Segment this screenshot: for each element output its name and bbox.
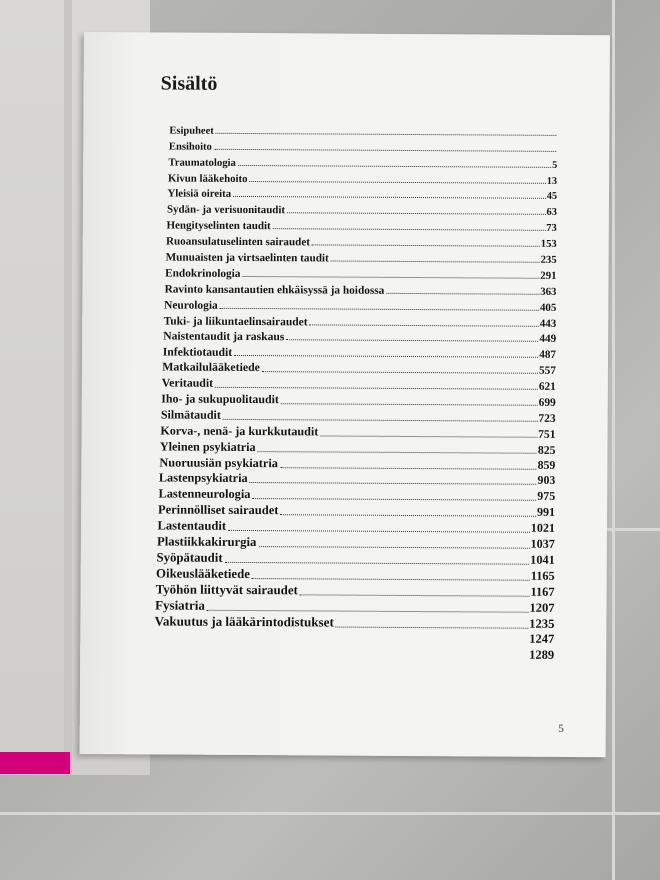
- toc-leader-dots: [310, 324, 539, 326]
- toc-entry-page: 153: [540, 238, 557, 251]
- toc-entry-page: 723: [538, 412, 556, 425]
- toc-entry-page: 859: [537, 457, 556, 472]
- toc-entry-label: Endokrinologia: [165, 267, 241, 280]
- toc-entry-page: 13: [546, 175, 558, 187]
- toc-entry-page: 1165: [530, 568, 555, 583]
- toc-entry-page: 487: [539, 349, 557, 362]
- toc-entry-page: 1037: [530, 536, 555, 551]
- toc-entry-page: 825: [537, 443, 556, 457]
- toc-entry-label: Silmätaudit: [160, 407, 221, 422]
- toc-leader-dots: [249, 181, 545, 184]
- toc-entry-label: Hengityselinten taudit: [166, 219, 271, 233]
- toc-leader-dots: [215, 387, 538, 390]
- toc-entry: [166, 232, 557, 250]
- toc-entry-page: 449: [539, 333, 557, 346]
- toc-leader-dots: [228, 530, 530, 533]
- toc-entry: [165, 279, 557, 297]
- table-of-contents: [154, 120, 557, 663]
- book-spine-pink: [0, 752, 70, 774]
- toc-entry-label: Esipuheet: [169, 125, 214, 137]
- toc-leader-dots: [287, 213, 546, 216]
- toc-entry: [168, 168, 557, 186]
- toc-entry-label: Syöpätaudit: [156, 550, 223, 565]
- book-cover-edge: [64, 0, 72, 775]
- toc-entry-page: 1167: [530, 584, 555, 599]
- toc-entry: [163, 327, 556, 345]
- toc-entry-page: 73: [546, 223, 557, 235]
- toc-entry: [159, 454, 555, 472]
- toc-entry: [163, 343, 556, 361]
- toc-leader-dots: [207, 609, 529, 612]
- toc-entry-page: 1041: [530, 552, 555, 567]
- toc-entry-page: 1235: [529, 616, 555, 631]
- toc-leader-dots: [320, 435, 537, 437]
- toc-leader-dots: [225, 562, 530, 565]
- toc-leader-dots: [214, 149, 556, 152]
- toc-entry-page: 991: [537, 505, 556, 520]
- toc-entry-page: 5: [552, 159, 558, 171]
- toc-entry-label: Infektiotaudit: [162, 345, 233, 360]
- toc-entry: [160, 422, 555, 440]
- toc-leader-dots: [286, 340, 538, 343]
- toc-entry-label: Neurologia: [164, 299, 218, 312]
- toc-entry: [161, 391, 556, 409]
- toc-entry-page: 1289: [529, 648, 555, 663]
- page-title: Sisältö: [160, 72, 218, 95]
- toc-leader-dots: [262, 371, 538, 374]
- toc-entry-label: Ensihoito: [168, 141, 212, 153]
- toc-entry: [168, 152, 557, 170]
- toc-entry-label: Tuki- ja liikuntaelinsairaudet: [163, 315, 308, 328]
- floor-grout-line: [612, 0, 615, 880]
- toc-entry-page: 621: [538, 380, 556, 394]
- toc-entry: [157, 534, 555, 552]
- toc-entry: [166, 248, 557, 266]
- toc-entry-page: 405: [539, 301, 557, 314]
- toc-entry: [161, 407, 556, 425]
- toc-leader-dots: [312, 245, 540, 247]
- toc-entry-page: 63: [546, 207, 557, 219]
- toc-entry: [157, 518, 555, 536]
- toc-entry: [158, 486, 555, 504]
- toc-entry-label: Sydän- ja verisuonitaudit: [166, 203, 286, 217]
- toc-leader-dots: [250, 483, 537, 486]
- toc-entry-label: Veritaudit: [161, 375, 214, 390]
- toc-leader-dots: [280, 514, 536, 517]
- toc-entry-page: 363: [540, 285, 557, 298]
- toc-entry: [156, 581, 555, 599]
- toc-leader-dots: [252, 498, 536, 501]
- toc-entry-page: 1021: [530, 520, 556, 536]
- toc-entry-page: 45: [546, 191, 558, 203]
- toc-leader-dots: [331, 261, 540, 263]
- toc-entry: [155, 613, 555, 631]
- toc-leader-dots: [233, 196, 546, 199]
- toc-entry-page: 557: [538, 365, 556, 378]
- toc-entry-label: Työhön liittyvät sairaudet: [155, 582, 298, 598]
- toc-leader-dots: [242, 276, 539, 279]
- floor-grout-line: [0, 812, 660, 815]
- toc-entry: [154, 645, 554, 663]
- toc-leader-dots: [281, 403, 538, 406]
- toc-leader-dots: [216, 133, 557, 136]
- toc-entry-page: 751: [538, 427, 556, 441]
- toc-entry-label: Oikeuslääketiede: [156, 566, 250, 581]
- toc-entry-label: Lastenpsykiatria: [158, 470, 248, 486]
- toc-entry-label: Traumatologia: [168, 156, 236, 169]
- toc-entry-label: Lastenneurologia: [158, 486, 251, 502]
- toc-entry-label: Ravinto kansantautien ehkäisyssä ja hoidossa: [164, 283, 385, 297]
- toc-entry: [167, 200, 557, 218]
- toc-entry: [165, 264, 556, 282]
- toc-entry-label: Lastentaudit: [157, 518, 227, 534]
- toc-entry-label: Yleisiä oireita: [167, 187, 232, 201]
- toc-entry-page: 1207: [529, 600, 555, 615]
- toc-leader-dots: [258, 451, 537, 454]
- toc-entry: [162, 359, 556, 377]
- toc-leader-dots: [386, 293, 539, 295]
- toc-leader-dots: [280, 467, 537, 470]
- toc-entry-label: Kivun lääkehoito: [167, 172, 248, 185]
- toc-entry-label: Vakuutus ja lääkärintodistukset: [154, 612, 334, 630]
- toc-entry-page: 903: [537, 473, 556, 488]
- toc-entry-label: Fysiatria: [155, 597, 205, 613]
- toc-leader-dots: [258, 546, 529, 549]
- toc-leader-dots: [252, 578, 530, 581]
- page-number: 5: [558, 722, 564, 735]
- toc-entry: [158, 502, 555, 520]
- toc-entry-page: 1247: [529, 632, 555, 647]
- toc-leader-dots: [336, 626, 528, 628]
- toc-entry-page: 699: [538, 396, 556, 409]
- toc-entry-page: 235: [540, 253, 557, 266]
- toc-entry-label: Yleinen psykiatria: [159, 439, 256, 454]
- toc-entry-label: Ruoansulatuselinten sairaudet: [165, 235, 310, 249]
- toc-entry-label: Korva-, nenä- ja kurkkutaudit: [160, 423, 319, 439]
- toc-entry-label: Iho- ja sukupuolitaudit: [161, 391, 279, 407]
- book-page: [80, 32, 610, 757]
- toc-entry: [167, 184, 557, 202]
- toc-entry-label: Nuoruusiän psykiatria: [159, 455, 278, 470]
- toc-leader-dots: [273, 228, 546, 231]
- toc-entry-page: 291: [540, 269, 557, 282]
- toc-leader-dots: [300, 594, 530, 596]
- toc-entry-label: Plastiikkakirurgia: [156, 534, 257, 550]
- toc-leader-dots: [223, 419, 538, 422]
- toc-entry: [156, 549, 554, 567]
- toc-entry-label: Munuaisten ja virtsaelinten taudit: [165, 251, 329, 265]
- toc-leader-dots: [238, 165, 551, 168]
- toc-entry-page: 975: [537, 489, 556, 504]
- toc-entry: [166, 216, 556, 234]
- toc-entry: [159, 470, 555, 488]
- toc-entry: [160, 438, 556, 456]
- toc-entry: [164, 311, 557, 329]
- toc-entry: [156, 565, 555, 583]
- toc-leader-dots: [220, 308, 539, 311]
- toc-entry-page: 443: [539, 317, 557, 330]
- toc-entry-label: Matkailulääketiede: [162, 359, 260, 375]
- toc-entry-label: Perinnölliset sairaudet: [157, 502, 279, 518]
- toc-leader-dots: [234, 355, 538, 358]
- toc-entry-label: Naistentaudit ja raskaus: [163, 329, 285, 344]
